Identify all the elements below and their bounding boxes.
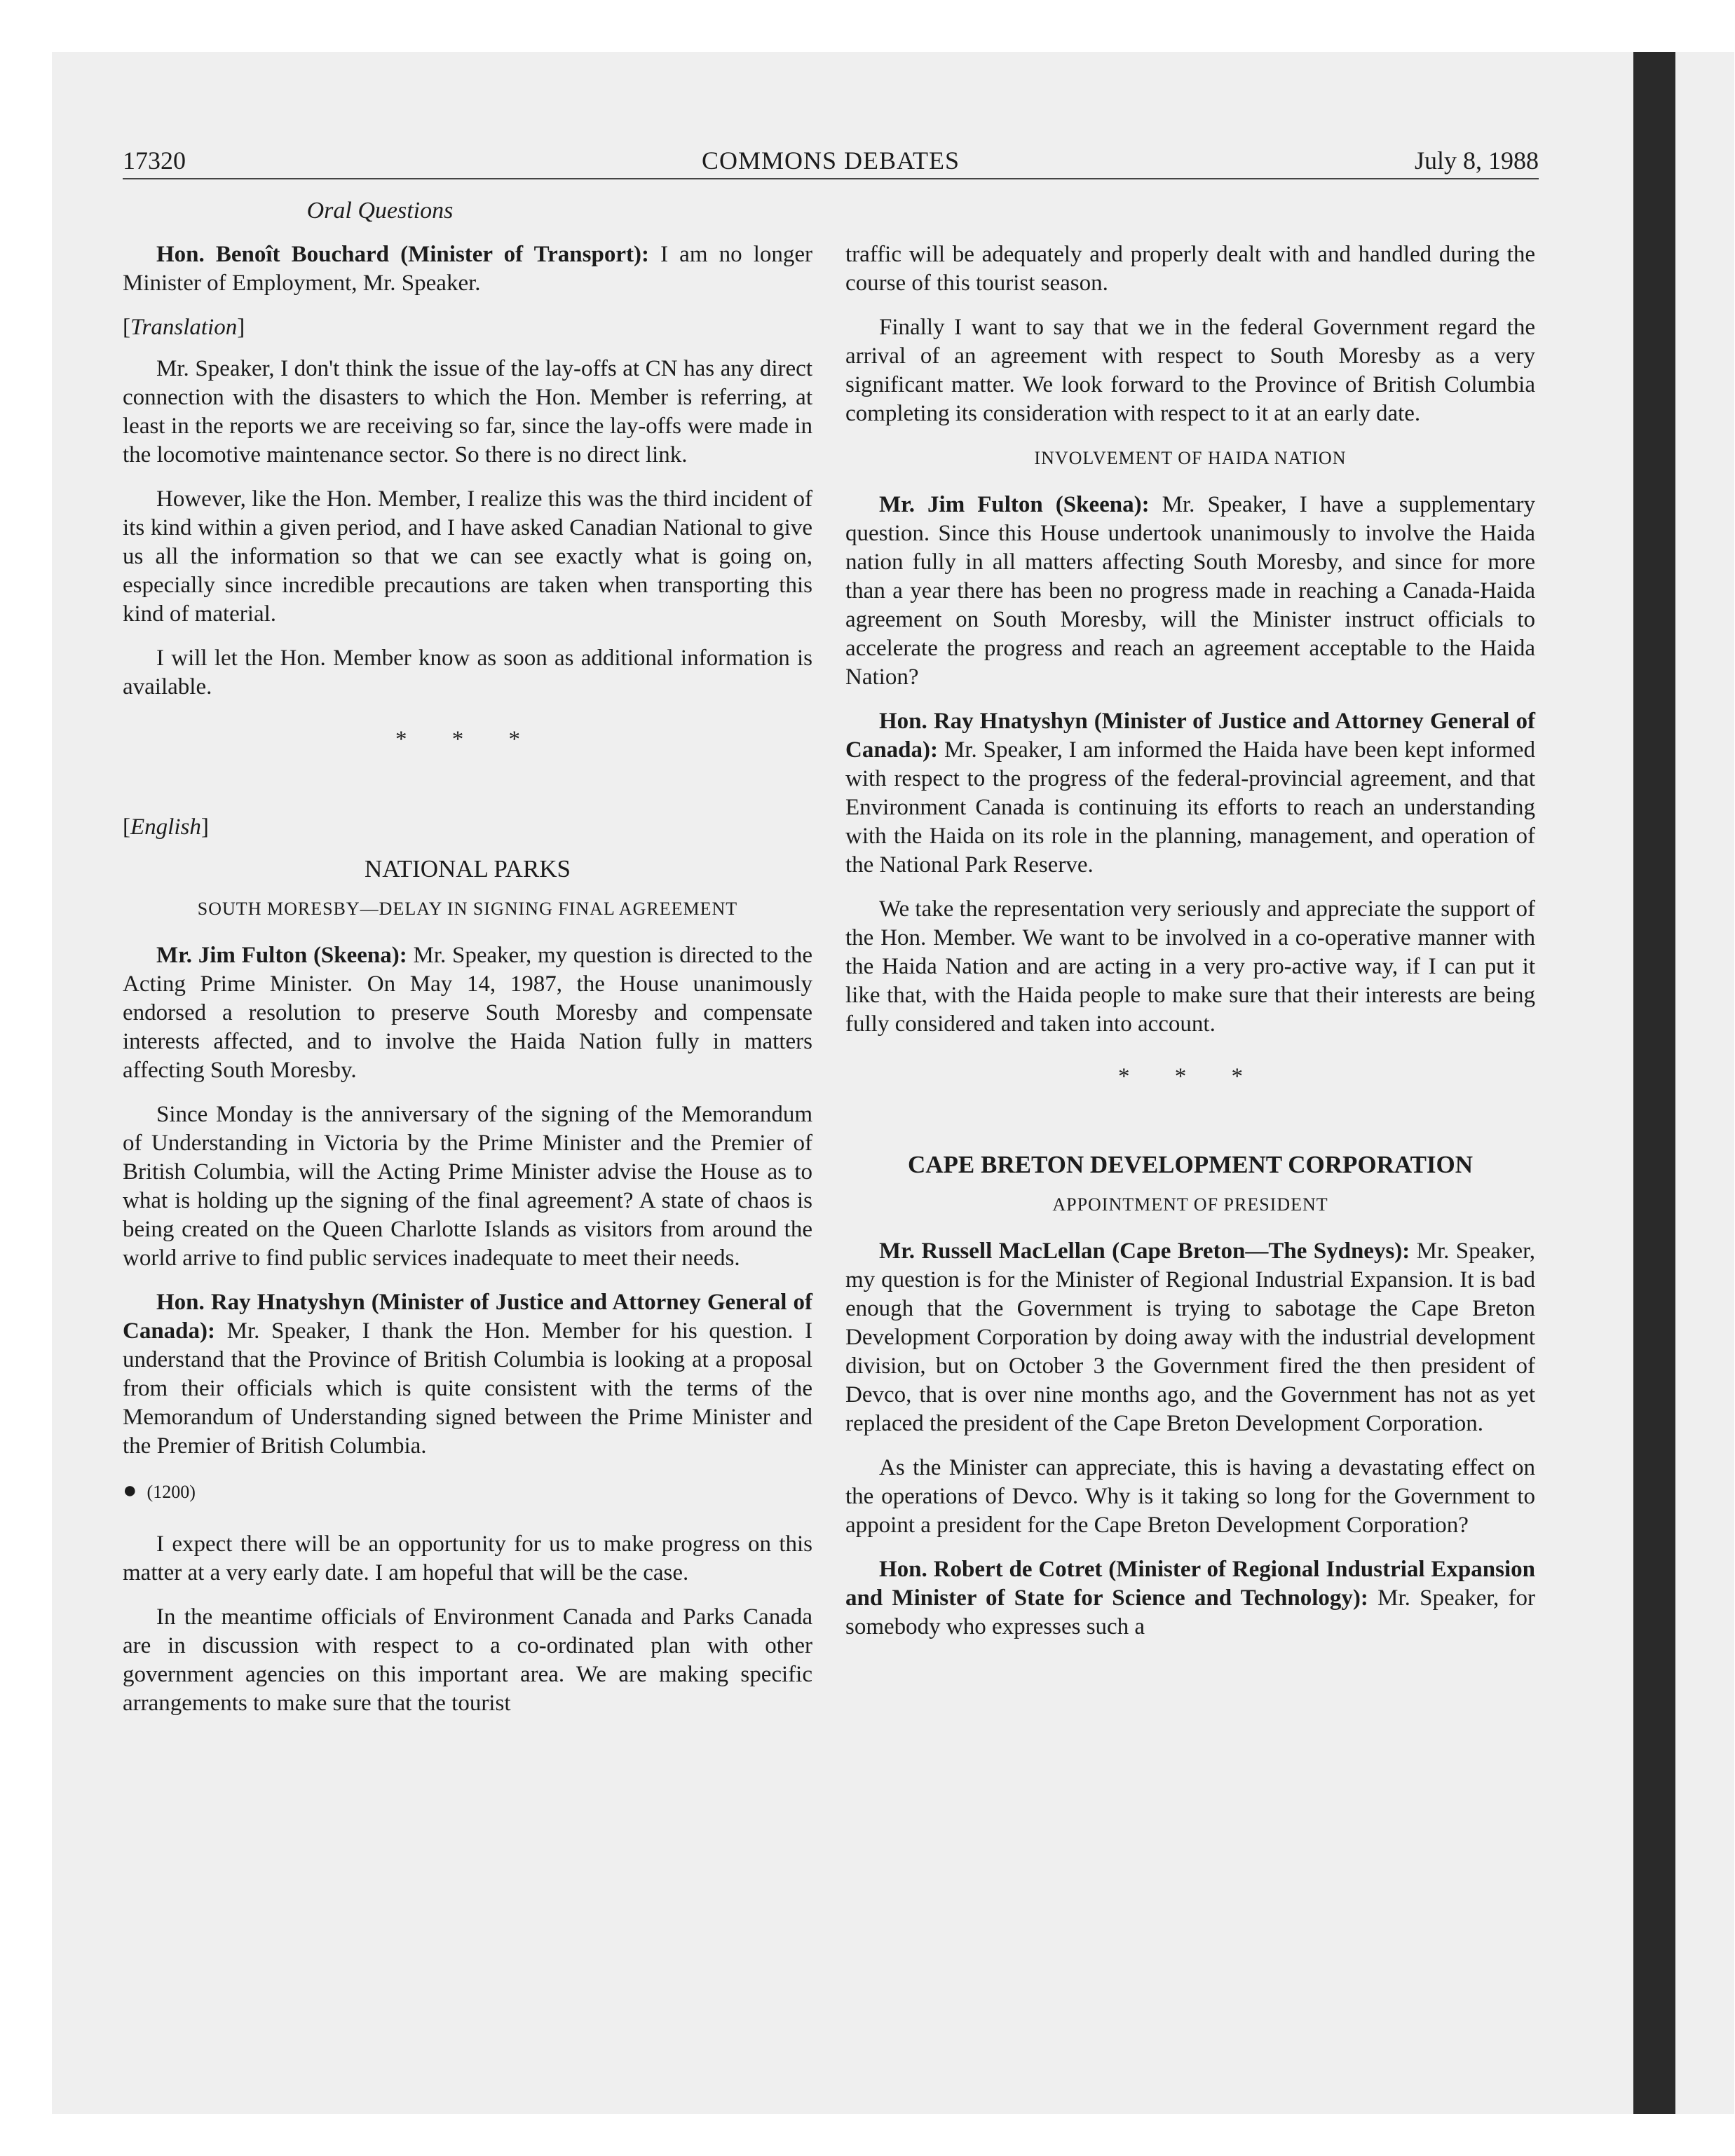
paragraph <box>845 491 1535 692</box>
speech-text: Mr. Speaker, I am informed the Haida have been kept informed with respect to the progress of the federal-provincial agreement, and that Environment Canada is continuing its efforts to reach an understanding with the Haida on its role in the planning, management, and operation of the National Park Reserve. <box>845 737 1535 878</box>
topic-heading: CAPE BRETON DEVELOPMENT CORPORATION <box>907 1151 1474 1178</box>
section-label: Oral Questions <box>306 198 454 224</box>
paragraph <box>123 941 812 1085</box>
paragraph: However, like the Hon. Member, I realize this was the third incident of its kind within a given period, and I have asked Canadian National to give us all the information so that we can see exactly what is going on, especially since incredible precautions are taken when transporting this kind of material. <box>123 486 812 627</box>
language-note: [ English ] <box>123 813 812 842</box>
topic-subheading: SOUTH MORESBY—DELAY IN SIGNING FINAL AGREEMENT <box>197 899 738 919</box>
paragraph: Mr. Speaker, I don't think the issue of the lay-offs at CN has any direct connection with the disasters to which the Hon. Member is referring, at least in the reports we are receiving so far, since the lay-offs were made in the locomotive maintenance sector. So there is no direct link. <box>123 356 812 468</box>
paragraph <box>845 1237 1535 1438</box>
paragraph <box>123 1288 812 1461</box>
speaker-name: Mr. Jim Fulton (Skeena): <box>156 943 407 968</box>
speech-text: Mr. Speaker, I have a supplementary question. Since this House undertook unanimously to involve the Haida nation fully in all matters affecting South Moresby, and since for more than a year there has been no progress made in reaching a Canada-Haida agreement on South Moresby, will the Minister instruct officials to accelerate the progress and reach an agreement acceptable to the Haida Nation? <box>845 492 1536 690</box>
paragraph: I will let the Hon. Member know as soon as additional information is available. <box>123 646 812 700</box>
section-separator: * * * <box>1118 1064 1263 1089</box>
topic-subheading: APPOINTMENT OF PRESIDENT <box>1052 1194 1328 1215</box>
left-column <box>123 196 812 1733</box>
paragraph: traffic will be adequately and properly dealt with and handled during the course of this tourist season. <box>845 242 1535 296</box>
speech-text: Mr. Speaker, I thank the Hon. Member for his question. I understand that the Province of British Columbia is looking at a proposal from their officials which is quite consistent with the terms of the Memorandum of Understanding signed between the Prime Minister and the Premier of British Columbia. <box>123 1318 812 1459</box>
paragraph <box>845 1555 1535 1642</box>
bullet-icon: ● <box>123 1478 137 1503</box>
section-separator: * * * <box>395 727 540 752</box>
topic-subheading: INVOLVEMENT OF HAIDA NATION <box>1034 448 1347 468</box>
paragraph: Finally I want to say that we in the federal Government regard the arrival of an agreement with respect to South Moresby as a very significant matter. We look forward to the Province of British Columbia completing its consideration with respect to it at an early date. <box>845 315 1535 426</box>
speech-text: Mr. Speaker, for somebody who expresses such a <box>845 1585 1536 1639</box>
paragraph: In the meantime officials of Environment Canada and Parks Canada are in discussion with respect to a co-ordinated plan with other government agencies on this important area. We are making specific arrangements to make sure that the tourist <box>123 1604 812 1716</box>
paragraph: I expect there will be an opportunity for us to make progress on this matter at a very early date. I am hopeful that will be the case. <box>123 1531 812 1585</box>
speech-text: I am no longer Minister of Employment, Mr. Speaker. <box>123 242 813 296</box>
paragraph: As the Minister can appreciate, this is having a devastating effect on the operations of Devco. Why is it taking so long for the Government to appoint a president for the Cape Breton Development Corporation? <box>845 1455 1535 1538</box>
paragraph: We take the representation very seriously and appreciate the support of the Hon. Member. We want to be involved in a co-operative manner with the Haida Nation and are acting in a very pro-active way, if I can put it like that, with the Haida people to make sure that their interests are being fully considered and taken into account. <box>845 896 1535 1037</box>
speaker-name: Hon. Ray Hnatyshyn (Minister of Justice and Attorney General of Canada): <box>845 709 1535 763</box>
paragraph: Since Monday is the anniversary of the signing of the Memorandum of Understanding in Victoria by the Prime Minister and the Premier of British Columbia, will the Acting Prime Minister advise the House as to what is holding up the signing of the final agreement? A state of chaos is being created on the Queen Charlotte Islands as visitors from around the world arrive to find public services inadequate to meet their needs. <box>123 1102 812 1271</box>
binding-edge <box>1633 52 1675 2114</box>
paragraph <box>845 707 1535 880</box>
page-number: 17320 <box>123 146 186 175</box>
publication-title: COMMONS DEBATES <box>701 146 960 175</box>
language-note: [ Translation ] <box>123 313 812 342</box>
speaker-name: Hon. Benoît Bouchard (Minister of Transport): <box>156 242 649 267</box>
right-column <box>845 240 1535 1657</box>
speech-text: Mr. Speaker, my question is for the Minister of Regional Industrial Expansion. It is bad enough that the Government is trying to sabotage the Cape Breton Development Corporation by doing away with the industrial development division, but on October 3 the Government fired the then president of Devco, that is over nine months ago, and the Government has not as yet replaced the president of the Cape Breton Development Corporation. <box>845 1239 1535 1436</box>
page-date: July 8, 1988 <box>1414 146 1539 175</box>
speaker-name: Hon. Robert de Cotret (Minister of Regional Industrial Expansion and Minister of State for Science and Technology): <box>845 1557 1535 1611</box>
page-header <box>123 146 1539 179</box>
time-stamp: (1200) <box>147 1482 196 1502</box>
topic-heading: NATIONAL PARKS <box>365 855 571 882</box>
speaker-name: Mr. Jim Fulton (Skeena): <box>879 492 1150 517</box>
speaker-name: Mr. Russell MacLellan (Cape Breton—The Sydneys): <box>879 1239 1410 1264</box>
speech-text: Mr. Speaker, my question is directed to the Acting Prime Minister. On May 14, 1987, the House unanimously endorsed a resolution to preserve South Moresby and compensate interests affected, and to involve the Haida Nation fully in matters affecting South Moresby. <box>123 943 812 1083</box>
time-marker <box>123 1476 812 1506</box>
paragraph <box>123 240 812 298</box>
speaker-name: Hon. Ray Hnatyshyn (Minister of Justice and Attorney General of Canada): <box>123 1290 812 1344</box>
